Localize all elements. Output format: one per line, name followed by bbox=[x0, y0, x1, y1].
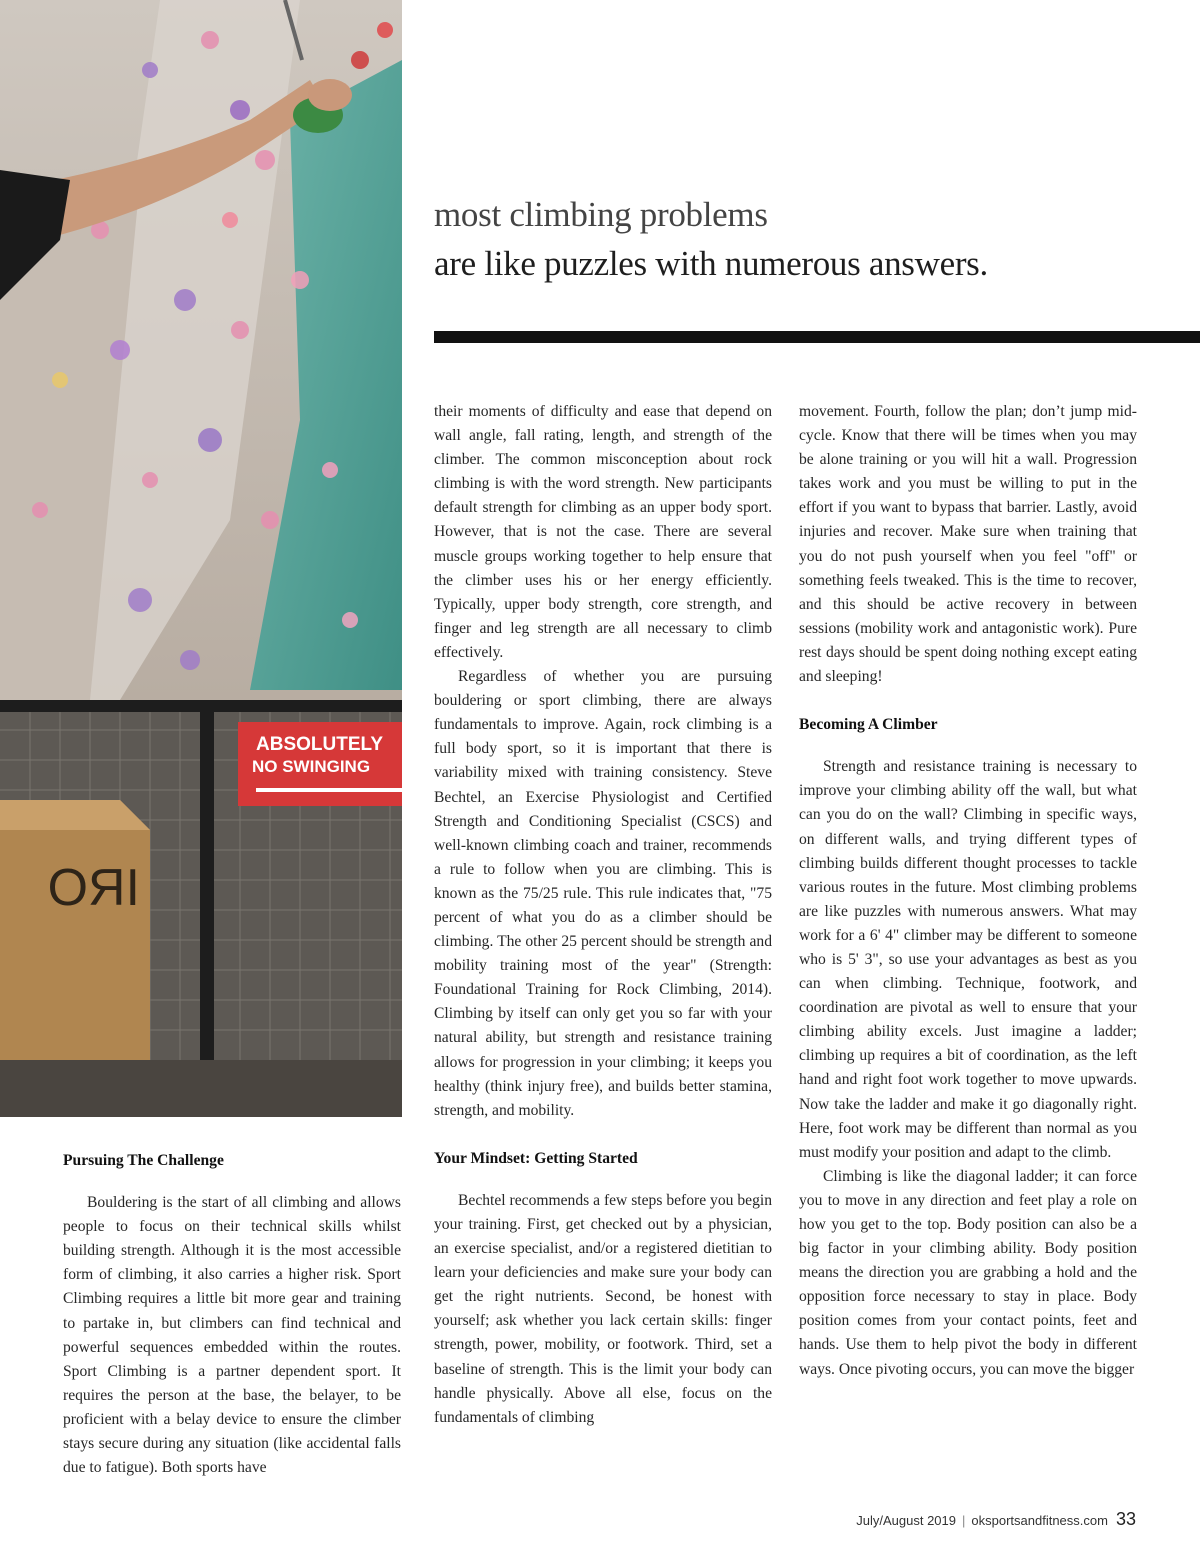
paragraph: Bouldering is the start of all climbing and allows people to focus on their technical skills whilst building strength. Although it is the most accessible form of climbing, it also carries a higher risk. Sport Climbing requires a little bit more gear and training to partake in, but climbers can find technical and powerful sequences embedded within the routes. Sport Climbing is a partner dependent sport. It requires the person at the base, the belayer, to be proficient with a belay device to ensure the climber stays secure during any situation (like accidental falls due to fatigue). Both sports have bbox=[63, 1194, 401, 1477]
plyo-box-logo: IRO bbox=[47, 859, 140, 917]
pull-quote-line2: are like puzzles with numerous answers. bbox=[434, 244, 988, 283]
page-footer bbox=[856, 1509, 1136, 1530]
issue-date: July/August 2019 bbox=[856, 1513, 956, 1528]
article-column-1 bbox=[63, 1149, 401, 1480]
paragraph: Climbing is like the diagonal ladder; it can force you to move in any direction and feet play a role on how you get to the top. Body position can also be a big factor in your climbing ability. Body position means the direction you are grabbing a hold and the opposition force necessary to stay in place. Body position comes from your contact points, feet and hands. Use them to help pivot the body in different ways. Once pivoting occurs, you can move the bigger bbox=[799, 1167, 1137, 1378]
sign-text-line2: NO SWINGING bbox=[252, 757, 371, 776]
sign-text-line1: ABSOLUTELY bbox=[256, 734, 384, 755]
divider-rule bbox=[434, 331, 1200, 343]
fence-post bbox=[200, 700, 214, 1060]
section-heading-mindset: Your Mindset: Getting Started bbox=[434, 1149, 638, 1167]
article-column-2 bbox=[434, 400, 772, 1430]
paragraph: Regardless of whether you are pursuing bouldering or sport climbing, there are always fundamentals to improve. Again, rock climbing is a full body sport, so it is important that there is variability mixed with training consistency. Steve Bechtel, an Exercise Physiologist and Certified Strength and Conditioning Specialist (CSCS) and well-known climbing coach and trainer, recommends a rule to follow when you are climbing. This is known as the 75/25 rule. This rule indicates that, "75 percent of what you do as a climber should be climbing. The other 25 percent should be strength and mobility training most of the year" (Strength: Foundational Training for Rock Climbing, 2014). Climbing by itself can only get you so far with your natural ability, but strength and resistance training allows for progression in your climbing; it keeps you healthy (think injury free), and builds better stamina, strength, and mobility. bbox=[434, 668, 772, 1119]
website-link[interactable]: oksportsandfitness.com bbox=[971, 1513, 1108, 1528]
footer-separator: | bbox=[962, 1513, 966, 1528]
climber-photo bbox=[0, 0, 402, 1117]
section-heading-becoming: Becoming A Climber bbox=[799, 716, 938, 734]
pull-quote bbox=[434, 192, 1174, 290]
plyo-box bbox=[0, 800, 150, 1060]
paragraph: Strength and resistance training is necessary to improve your climbing ability off the wall, but what can you do on the wall? Climbing in specific ways, on different walls, and trying different types of climbing builds different thought processes to tackle various routes in the future. Most climbing problems are like puzzles with numerous answers. What may work for a 6' 4" climber may be different to someone who is 5' 3", so use your advantages as best as you can when climbing. Technique, footwork, and coordination are pivotal as well to ensure that your climbing ability excels. Just imagine a ladder; climbing up requires a bit of coordination, as the left hand and right foot work together to move upwards. Now take the ladder and make it go diagonally right. Here, foot work may be different than normal as you must modify your position and adapt to the climb. bbox=[799, 758, 1137, 1161]
paragraph: their moments of difficulty and ease that depend on wall angle, fall rating, length, and strength of the climber. The common misconception about rock climbing is with the word strength. New participants default strength for climbing as an upper body sport. However, that is not the case. There are several muscle groups working together to help ensure that the climber uses his or her energy efficiently. Typically, upper body strength, core strength, and finger and leg strength are all necessary to climb effectively. bbox=[434, 403, 772, 661]
paragraph: Bechtel recommends a few steps before you begin your training. First, get checked out by a physician, an exercise specialist, and/or a registered dietitian to learn your deficiencies and make sure your body can get the right nutrients. Second, be honest with yourself; ask whether you lack certain skills: finger strength, power, mobility, or footwork. Third, set a baseline of strength. This is the limit your body can handle physically. Above all else, focus on the fundamentals of climbing bbox=[434, 1191, 772, 1426]
article-column-3 bbox=[799, 400, 1137, 1382]
pull-quote-line1: most climbing problems bbox=[434, 195, 768, 234]
climber-hand bbox=[308, 79, 352, 111]
paragraph: movement. Fourth, follow the plan; don’t jump mid-cycle. Know that there will be times when you may be alone training or you will hit a wall. Progression takes work and you must be willing to put in the effort if you want to bypass that barrier. Lastly, avoid injuries and recover. Make sure when training that you do not push yourself when you feel "off" or something feels tweaked. This is the time to recover, and this should be active recovery in between sessions (mobility work and antagonistic work). Pure rest days should be spent doing nothing except eating and sleeping! bbox=[799, 403, 1137, 686]
floor bbox=[0, 1060, 402, 1117]
sign-arrow bbox=[256, 788, 402, 792]
photo-illustration bbox=[0, 0, 402, 1117]
section-heading-pursuing: Pursuing The Challenge bbox=[63, 1152, 224, 1169]
page-number: 33 bbox=[1115, 1509, 1136, 1529]
